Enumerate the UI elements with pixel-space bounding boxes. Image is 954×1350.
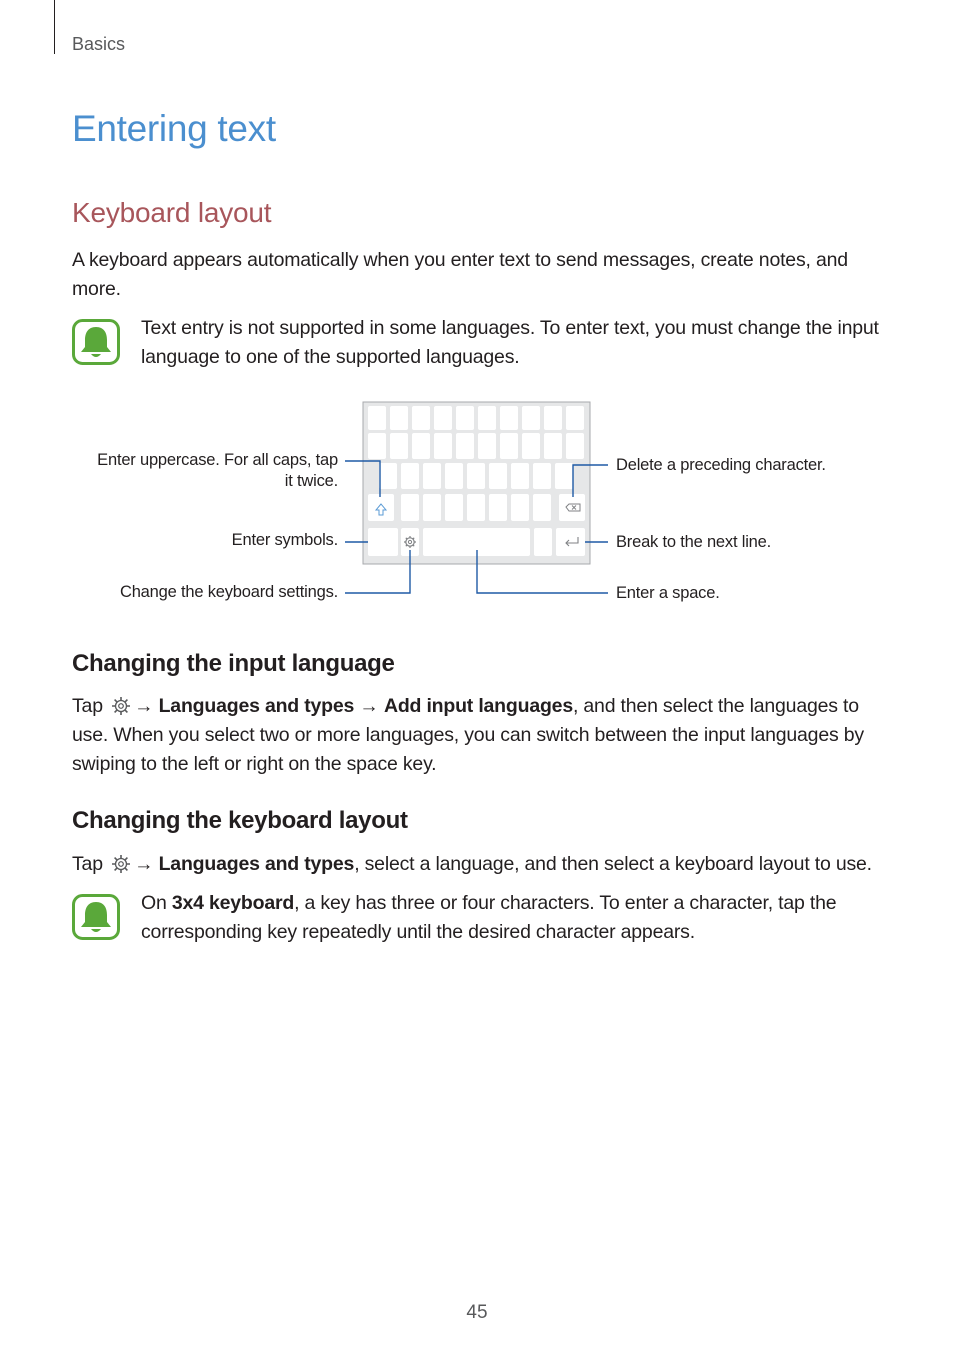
key-row-3 xyxy=(379,463,573,489)
callout-delete: Delete a preceding character. xyxy=(616,456,826,474)
settings-gear-icon-2 xyxy=(110,853,132,875)
note-text-input-language: Text entry is not supported in some languages. To enter text, you must change the input language to one of the supported languages. xyxy=(141,317,879,368)
keyboard-layout-paragraph xyxy=(72,850,902,879)
note-text-3x4-keyboard xyxy=(141,889,881,947)
input-language-rest: , and then select the languages to use. When you select two or more languages, you can switch between the input languages by swiping to the left or right on the space key. xyxy=(72,695,864,775)
callout-settings: Change the keyboard settings. xyxy=(119,583,338,601)
arrow-1: → xyxy=(134,695,154,717)
callout-uppercase-line2: it twice. xyxy=(284,472,338,490)
margin-rule xyxy=(54,0,55,54)
keyboard-figure xyxy=(0,390,954,620)
step-languages-and-types: Languages and types xyxy=(158,695,355,717)
running-head: Basics xyxy=(72,34,126,54)
note-on-word: On xyxy=(141,892,167,914)
note-3x4-rest: , a key has three or four characters. To enter a character, tap the corresponding key repeatedly until the desired character appears. xyxy=(141,892,837,943)
keyboard-layout-rest: , select a language, and then select a keyboard layout to use. xyxy=(354,853,872,875)
settings-gear-icon xyxy=(110,695,132,717)
callout-space: Enter a space. xyxy=(616,584,720,602)
arrow-3: → xyxy=(134,853,154,875)
step-add-input-languages: Add input languages xyxy=(383,695,573,717)
backspace-key xyxy=(559,494,585,521)
arrow-2: → xyxy=(359,695,379,717)
tap-word-2: Tap xyxy=(72,853,103,875)
note-bell-icon xyxy=(72,319,120,365)
sub-title-keyboard-layout: Changing the keyboard layout xyxy=(72,807,408,834)
page-number: 45 xyxy=(466,1302,488,1323)
callout-uppercase-line1: Enter uppercase. For all caps, tap xyxy=(97,451,338,469)
symbols-key xyxy=(368,528,398,556)
page-title: Entering text xyxy=(72,108,276,149)
callout-uppercase xyxy=(60,450,338,492)
tap-word: Tap xyxy=(72,695,103,717)
shift-key xyxy=(368,494,394,521)
enter-key xyxy=(556,528,585,556)
note-bell-icon-2 xyxy=(72,894,120,940)
section-title-keyboard-layout: Keyboard layout xyxy=(72,197,272,228)
sub-title-input-language: Changing the input language xyxy=(72,650,395,677)
step-languages-and-types-2: Languages and types xyxy=(158,853,355,875)
callout-symbols: Enter symbols. xyxy=(231,531,338,549)
callout-next-line: Break to the next line. xyxy=(616,533,771,551)
input-language-paragraph xyxy=(72,692,872,779)
note-3x4-keyboard: 3x4 keyboard xyxy=(171,892,295,914)
keyboard-intro-paragraph: A keyboard appears automatically when you enter text to send messages, create notes, and more. xyxy=(72,249,848,300)
